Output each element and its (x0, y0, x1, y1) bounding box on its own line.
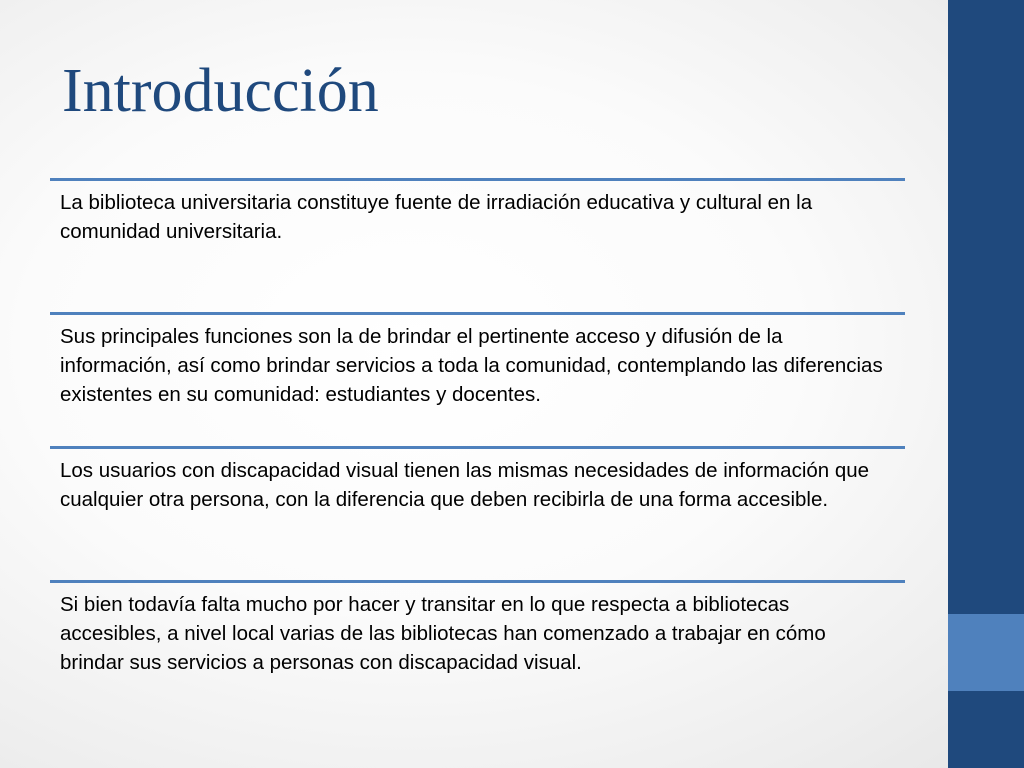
content-block (50, 446, 905, 580)
content-block (50, 580, 905, 714)
paragraph-text: Si bien todavía falta mucho por hacer y transitar en lo que respecta a bibliotecas accesibles, a nivel local varias de las bibliotecas han comenzado a trabajar en cómo brindar sus servicios a personas con discapacidad visual. (60, 593, 826, 674)
content-block (50, 312, 905, 446)
side-decoration-accent (948, 614, 1024, 691)
slide-title: Introducción (62, 57, 379, 125)
content-list (50, 178, 905, 714)
content-block (50, 178, 905, 312)
paragraph-text: Los usuarios con discapacidad visual tienen las mismas necesidades de información que cualquier otra persona, con la diferencia que deben recibirla de una forma accesible. (60, 459, 870, 511)
paragraph-text: Sus principales funciones son la de brindar el pertinente acceso y difusión de la información, así como brindar servicios a toda la comunidad, contemplando las diferencias existentes en su comunidad: estudiantes y docentes. (60, 325, 883, 406)
paragraph-text: La biblioteca universitaria constituye fuente de irradiación educativa y cultural en la comunidad universitaria. (60, 191, 813, 243)
